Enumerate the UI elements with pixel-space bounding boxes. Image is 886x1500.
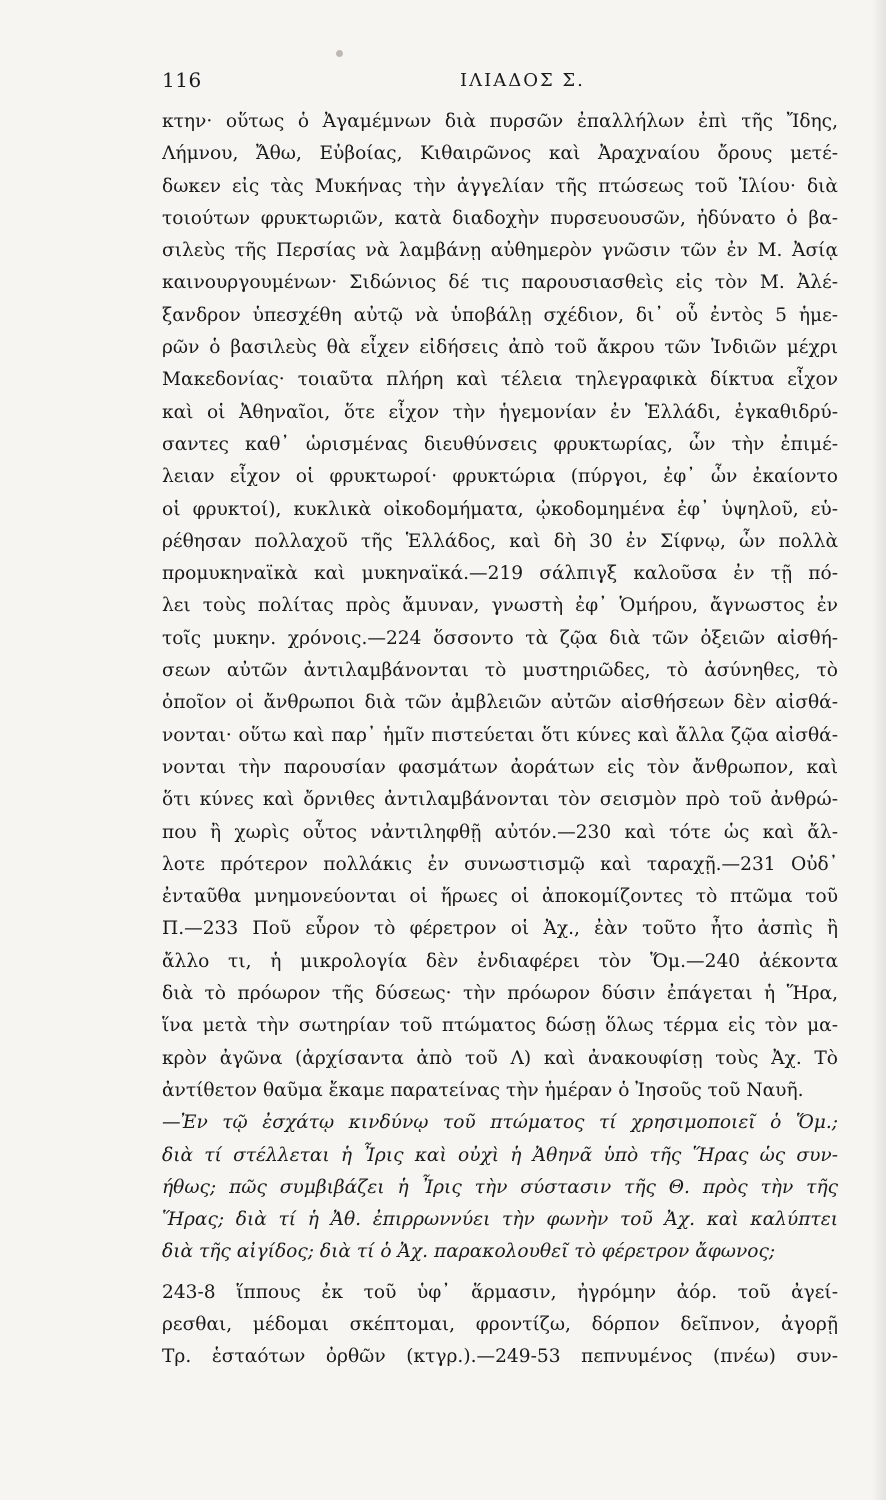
text-line: Π.—233 Ποῦ εὗρον τὸ φέρετρον οἱ Ἀχ., ἐὰν τοῦτο ἦτο ἀσπὶς ἢ: [162, 918, 838, 940]
text-line: που ἢ χωρὶς οὗτος νἀντιληφθῇ αὐτόν.—230 καὶ τότε ὡς καὶ ἄλ-: [162, 821, 838, 843]
page-number: 116: [162, 68, 202, 92]
question-line: Ἥρας; διὰ τί ἡ Ἀθ. ἐπιρρωννύει τὴν φωνὴν τοῦ Ἀχ. καὶ καλύπτει: [162, 1209, 838, 1231]
text-line: λειαν εἶχον οἱ φρυκτωροί· φρυκτώρια (πύργοι, ἐφ᾽ ὧν ἐκαίοντο: [162, 466, 838, 488]
text-line: ὁποῖον οἱ ἄνθρωποι διὰ τῶν ἀμβλειῶν αὐτῶν αἰσθήσεων δὲν αἰσθά-: [162, 692, 838, 714]
text-line: λει τοὺς πολίτας πρὸς ἄμυναν, γνωστὴ ἐφ᾽ Ὁμήρου, ἄγνωστος ἐν: [162, 595, 838, 617]
text-line: ἀντίθετον θαῦμα ἔκαμε παρατείνας τὴν ἡμέραν ὁ Ἰησοῦς τοῦ Ναυῆ.: [162, 1079, 804, 1101]
ink-spot: [336, 50, 343, 57]
text-line: οἱ φρυκτοί), κυκλικὰ οἰκοδομήματα, ᾠκοδομημένα ἐφ᾽ ὑψηλοῦ, εὑ-: [162, 498, 838, 520]
text-line: σεων αὐτῶν ἀντιλαμβάνονται τὸ μυστηριῶδες, τὸ ἀσύνηθες, τὸ: [162, 660, 838, 682]
text-line: ὅτι κύνες καὶ ὄρνιθες ἀντιλαμβάνονται τὸν σεισμὸν πρὸ τοῦ ἀνθρώ-: [162, 789, 838, 811]
text-line: καὶ οἱ Ἀθηναῖοι, ὅτε εἶχον τὴν ἡγεμονίαν ἐν Ἑλλάδι, ἐγκαθιδρύ-: [162, 401, 838, 423]
running-head: ΙΛΙΑΔΟΣ Σ.: [460, 70, 585, 91]
question-line: διὰ τῆς αἰγίδος; διὰ τί ὁ Ἀχ. παρακολουθεῖ τὸ φέρετρον ἄφωνος;: [162, 1241, 776, 1263]
text-line: ρεσθαι, μέδομαι σκέπτομαι, φροντίζω, δόρπον δεῖπνον, ἀγορῇ: [162, 1313, 838, 1335]
text-line: σιλεὺς τῆς Περσίας νὰ λαμβάνῃ αὐθημερὸν γνῶσιν τῶν ἐν Μ. Ἀσίᾳ: [162, 240, 838, 262]
text-line: καινουργουμένων· Σιδώνιος δέ τις παρουσιασθεὶς εἰς τὸν Μ. Ἀλέ-: [162, 272, 838, 294]
text-line: ρῶν ὁ βασιλεὺς θὰ εἶχεν εἰδήσεις ἀπὸ τοῦ ἄκρου τῶν Ἰνδιῶν μέχρι: [162, 337, 838, 359]
question-line: ήθως; πῶς συμβιβάζει ἡ Ἶρις τὴν σύστασιν τῆς Θ. πρὸς τὴν τῆς: [162, 1176, 838, 1198]
text-line: ξανδρον ὑπεσχέθη αὐτῷ νὰ ὑποβάλῃ σχέδιον, δι᾽ οὗ ἐντὸς 5 ἡμε-: [162, 304, 838, 326]
text-line: λοτε πρότερον πολλάκις ἐν συνωστισμῷ καὶ ταραχῇ.—231 Οὐδ᾽: [162, 853, 838, 875]
text-line: σαντες καθ᾽ ὡρισμένας διευθύνσεις φρυκτωρίας, ὧν τὴν ἐπιμέ-: [162, 433, 838, 455]
text-line: δωκεν εἰς τὰς Μυκήνας τὴν ἀγγελίαν τῆς πτώσεως τοῦ Ἰλίου· διὰ: [162, 175, 838, 197]
text-line: Τρ. ἑσταότων ὀρθῶν (κτγρ.).—249-53 πεπνυμένος (πνέω) συν-: [162, 1346, 838, 1368]
text-line: Μακεδονίας· τοιαῦτα πλήρη καὶ τέλεια τηλεγραφικὰ δίκτυα εἶχον: [162, 369, 838, 391]
text-line: νονται· οὕτω καὶ παρ᾽ ἡμῖν πιστεύεται ὅτι κύνες καὶ ἄλλα ζῷα αἰσθά-: [162, 724, 838, 746]
text-line: ρέθησαν πολλαχοῦ τῆς Ἑλλάδος, καὶ δὴ 30 ἐν Σίφνῳ, ὧν πολλὰ: [162, 530, 838, 552]
text-line: τοῖς μυκην. χρόνοις.—224 ὅσσοντο τὰ ζῷα διὰ τῶν ὀξειῶν αἰσθή-: [162, 627, 838, 649]
body-text: [162, 106, 838, 1374]
text-line: διὰ τὸ πρόωρον τῆς δύσεως· τὴν πρόωρον δύσιν ἐπάγεται ἡ Ἥρα,: [162, 983, 838, 1005]
text-line: ἄλλο τι, ἡ μικρολογία δὲν ἐνδιαφέρει τὸν Ὅμ.—240 ἀέκοντα: [162, 950, 838, 972]
text-line: κτην· οὕτως ὁ Ἀγαμέμνων διὰ πυρσῶν ἐπαλλήλων ἐπὶ τῆς Ἴδης,: [162, 111, 838, 132]
text-line: ἐνταῦθα μνημονεύονται οἱ ἥρωες οἱ ἀποκομίζοντες τὸ πτῶμα τοῦ: [162, 886, 838, 908]
text-line: κρὸν ἀγῶνα (ἀρχίσαντα ἀπὸ τοῦ Λ) καὶ ἀνακουφίσῃ τοὺς Ἀχ. Τὸ: [162, 1047, 838, 1069]
question-line: —Ἐν τῷ ἐσχάτῳ κινδύνῳ τοῦ πτώματος τί χρησιμοποιεῖ ὁ Ὅμ.;: [162, 1112, 838, 1134]
page-header: [162, 68, 838, 98]
text-line: 243-8 ἵππους ἐκ τοῦ ὑφ᾽ ἅρμασιν, ἠγρόμην ἀόρ. τοῦ ἀγεί-: [162, 1281, 838, 1303]
text-line: Λήμνου, Ἄθω, Εὐβοίας, Κιθαιρῶνος καὶ Ἀραχναίου ὄρους μετέ-: [162, 143, 838, 165]
text-line: τοιούτων φρυκτωριῶν, κατὰ διαδοχὴν πυρσευουσῶν, ἠδύνατο ὁ βα-: [162, 207, 838, 229]
text-line: ἵνα μετὰ τὴν σωτηρίαν τοῦ πτώματος δώσῃ ὅλως τέρμα εἰς τὸν μα-: [162, 1015, 838, 1037]
text-line: προμυκηναϊκὰ καὶ μυκηναϊκά.—219 σάλπιγξ καλοῦσα ἐν τῇ πό-: [162, 563, 838, 585]
question-line: διὰ τί στέλλεται ἡ Ἶρις καὶ οὐχὶ ἡ Ἀθηνᾶ ὑπὸ τῆς Ἥρας ὡς συν-: [162, 1144, 838, 1166]
text-line: νονται τὴν παρουσίαν φασμάτων ἀοράτων εἰς τὸν ἄνθρωπον, καὶ: [162, 756, 838, 778]
page-edge-shadow: [872, 0, 886, 1500]
